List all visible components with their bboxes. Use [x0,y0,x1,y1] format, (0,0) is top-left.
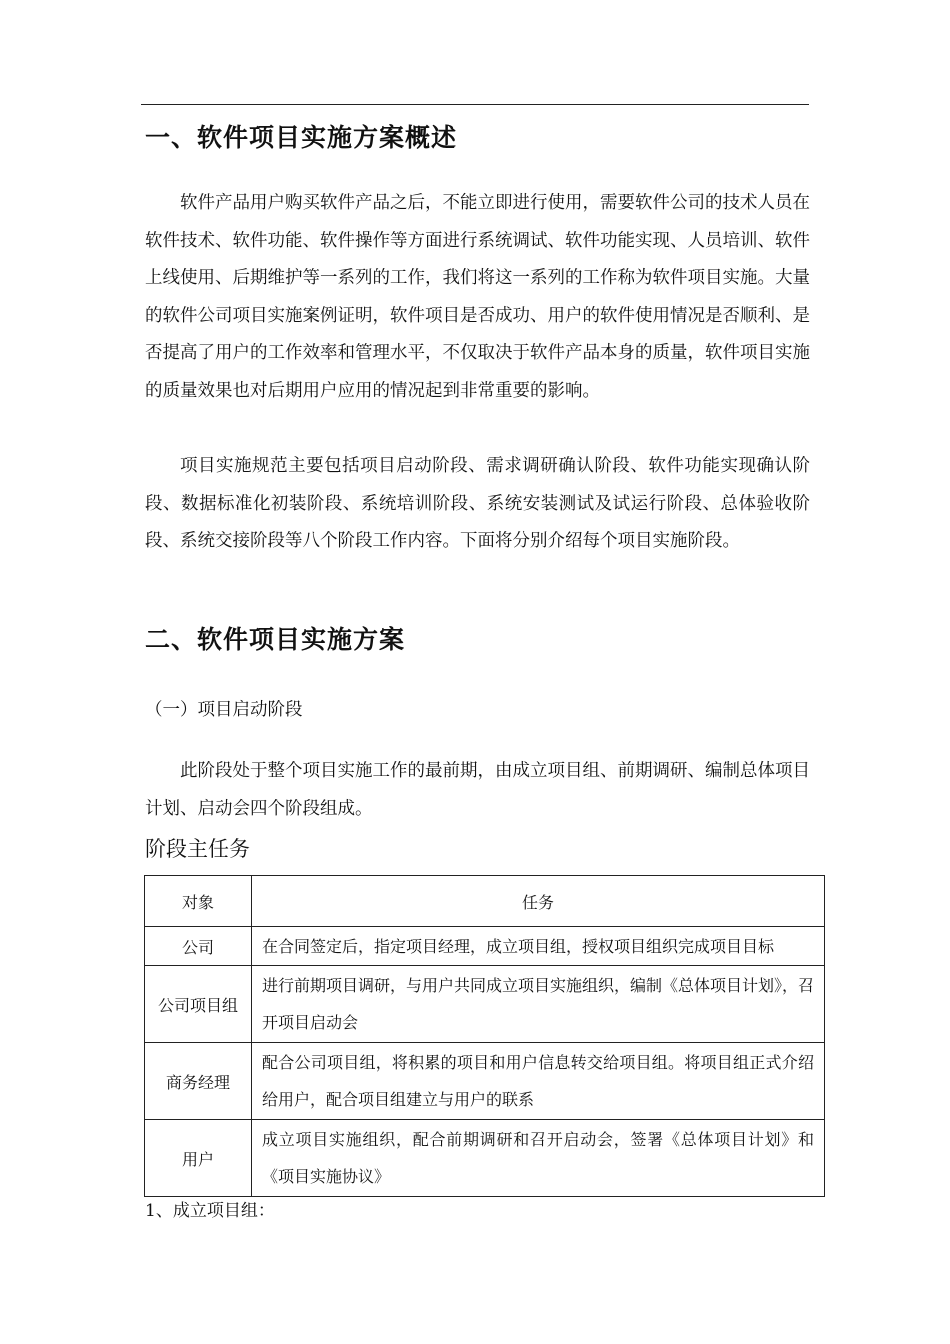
numbered-item-heading: 1、成立项目组： [145,1201,275,1221]
section2-paragraph: 此阶段处于整个项目实施工作的最前期，由成立项目组、前期调研、编制总体项目计划、启动会四个阶段组成。 [145,761,810,819]
header-rule [141,104,809,105]
table-cell-object: 公司 [145,927,252,966]
table-cell-task: 成立项目实施组织，配合前期调研和召开启动会，签署《总体项目计划》和《项目实施协议》 [252,1120,825,1197]
table-cell-task: 配合公司项目组，将积累的项目和用户信息转交给项目组。将项目组正式介绍给用户，配合项目组建立与用户的联系 [252,1043,825,1120]
table-row [145,966,825,1043]
section1-paragraph-1: 软件产品用户购买软件产品之后，不能立即进行使用，需要软件公司的技术人员在软件技术、软件功能、软件操作等方面进行系统调试、软件功能实现、人员培训、软件上线使用、后期维护等一系列的工作，我们将这一系列的工作称为软件项目实施。大量的软件公司项目实施案例证明，软件项目是否成功、用户的软件使用情况是否顺利、是否提高了用户的工作效率和管理水平，不仅取决于软件产品本身的质量，软件项目实施的质量效果也对后期用户应用的情况起到非常重要的影响。 [145,193,810,401]
table-cell-task: 在合同签定后，指定项目经理，成立项目组，授权项目组织完成项目目标 [252,927,825,966]
section1-paragraph-2: 项目实施规范主要包括项目启动阶段、需求调研确认阶段、软件功能实现确认阶段、数据标准化初装阶段、系统培训阶段、系统安装测试及试运行阶段、总体验收阶段、系统交接阶段等八个阶段工作内容。下面将分别介绍每个项目实施阶段。 [145,456,810,552]
section1-heading: 一、软件项目实施方案概述 [145,123,458,152]
table-header-row [145,876,825,927]
table-row [145,1043,825,1120]
subsection-heading: （一）项目启动阶段 [145,700,303,720]
table-cell-object: 用户 [145,1120,252,1197]
table-header-task: 任务 [252,876,825,927]
table-header-object: 对象 [145,876,252,927]
table-cell-object: 公司项目组 [145,966,252,1043]
table-cell-task: 进行前期项目调研，与用户共同成立项目实施组织，编制《总体项目计划》，召开项目启动会 [252,966,825,1043]
table-row [145,927,825,966]
task-table [144,875,825,1197]
table-cell-object: 商务经理 [145,1043,252,1120]
section2-heading: 二、软件项目实施方案 [145,625,406,654]
table-row [145,1120,825,1197]
table-caption: 阶段主任务 [145,837,250,861]
